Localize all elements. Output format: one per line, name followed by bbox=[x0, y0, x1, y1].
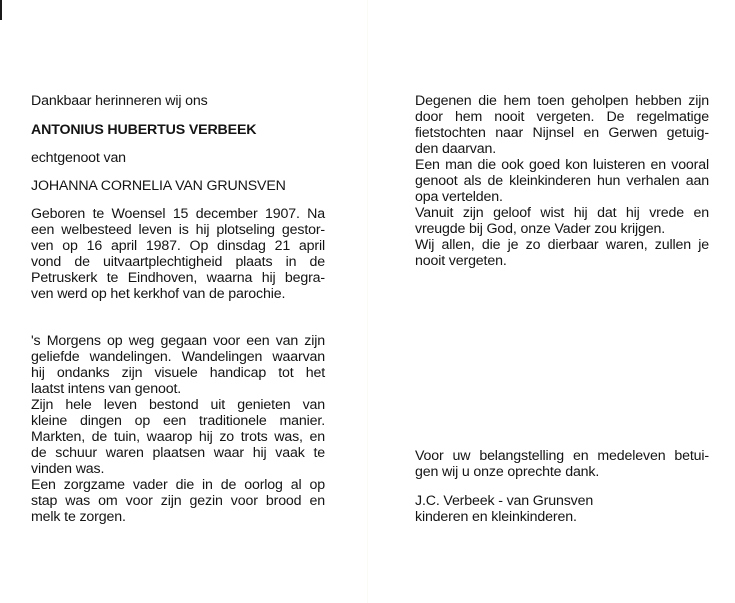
intro-text: Dankbaar herinneren wij ons bbox=[31, 93, 208, 109]
memories-line: genoot als de kleinkinderen hun verhalen aan bbox=[415, 173, 709, 189]
life-line: geliefde wandelingen. Wandelingen waarvan bbox=[31, 349, 325, 365]
scan-edge-mark bbox=[0, 0, 2, 20]
memories-line: nooit vergeten. bbox=[415, 253, 507, 269]
biography-paragraph bbox=[31, 206, 325, 302]
biography-line: een welbesteed leven is hij plotseling gestor- bbox=[31, 222, 325, 238]
signature-block bbox=[415, 493, 709, 525]
memories-line: Degenen die hem toen geholpen hebben zijn bbox=[415, 93, 709, 109]
life-line: stap was om voor zijn gezin voor brood en bbox=[31, 493, 325, 509]
life-line: Zijn hele leven bestond uit genieten van bbox=[31, 397, 325, 413]
life-line: 's Morgens op weg gegaan voor een van zijn bbox=[31, 333, 325, 349]
biography-line: ven werd op het kerkhof van de parochie. bbox=[31, 286, 286, 302]
thanks-line: Voor uw belangstelling en medeleven betui- bbox=[415, 448, 709, 464]
biography-line: vond de uitvaartplechtigheid plaats in de bbox=[31, 254, 325, 270]
thanks-paragraph bbox=[415, 448, 709, 480]
life-line: vinden was. bbox=[31, 461, 105, 477]
life-paragraph bbox=[31, 333, 325, 525]
life-line: Een zorgzame vader die in de oorlog al op bbox=[31, 477, 325, 493]
biography-line: ven op 16 april 1987. Op dinsdag 21 april bbox=[31, 238, 325, 254]
signature-name: J.C. Verbeek - van Grunsven bbox=[415, 493, 594, 509]
memories-line: door hem nooit vergeten. De regelmatige bbox=[415, 109, 709, 125]
life-line: laatst intens van genoot. bbox=[31, 381, 182, 397]
spouse-label: echtgenoot van bbox=[31, 150, 126, 166]
thanks-line: gen wij u onze oprechte dank. bbox=[415, 464, 600, 480]
life-line: Markten, de tuin, waarop hij zo trots was, en bbox=[31, 429, 325, 445]
signature-family: kinderen en kleinkinderen. bbox=[415, 509, 577, 525]
memories-line: opa vertelden. bbox=[415, 189, 503, 205]
memories-line: den daarvan. bbox=[415, 141, 497, 157]
memories-line: Wij allen, die je zo dierbaar waren, zullen je bbox=[415, 237, 709, 253]
life-line: hij ondanks zijn visuele handicap tot het bbox=[31, 365, 325, 381]
memories-paragraph bbox=[415, 93, 709, 269]
deceased-name: ANTONIUS HUBERTUS VERBEEK bbox=[31, 122, 257, 138]
memories-line: Een man die ook goed kon luisteren en vooral bbox=[415, 157, 709, 173]
spouse-name: JOHANNA CORNELIA VAN GRUNSVEN bbox=[31, 178, 286, 194]
card-fold-line bbox=[367, 0, 368, 603]
life-line: melk te zorgen. bbox=[31, 509, 126, 525]
biography-line: Petruskerk te Eindhoven, waarna hij begra- bbox=[31, 270, 325, 286]
memories-line: fietstochten naar Nijnsel en Gerwen getuig- bbox=[415, 125, 709, 141]
memories-line: vreugde bij God, onze Vader zou krijgen. bbox=[415, 221, 666, 237]
memories-line: Vanuit zijn geloof wist hij dat hij vrede en bbox=[415, 205, 709, 221]
biography-line: Geboren te Woensel 15 december 1907. Na bbox=[31, 206, 325, 222]
life-line: de schuur waren plaatsen waar hij vaak te bbox=[31, 445, 325, 461]
life-line: kleine dingen op een traditionele manier. bbox=[31, 413, 325, 429]
